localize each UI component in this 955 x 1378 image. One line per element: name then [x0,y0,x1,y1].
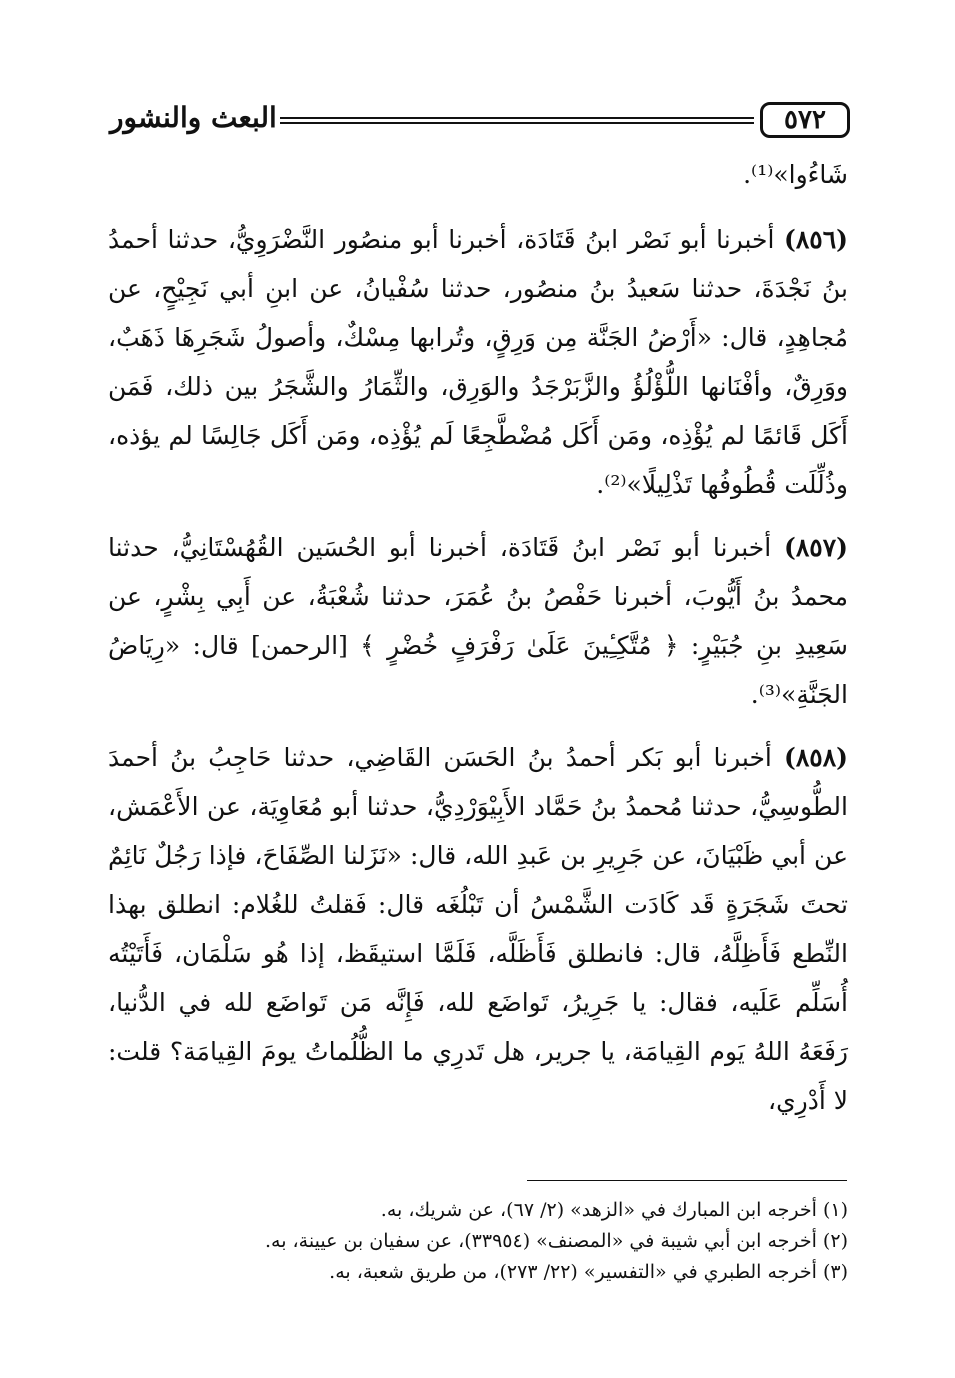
paragraph-text: شَاءُوا»⁽¹⁾. [743,160,848,189]
hadith-number: (٨٥٨) [784,743,848,772]
paragraph-text: أخبرنا أبو نَصْر ابنُ قَتَادَة، أخبرنا أبو الحُسَين القُهُسْتَانِيُّ، حدثنا محمدُ بنُ أَيُّوبَ، أخبرنا حَفْصُ بنُ عُمَرَ، حدثنا شُعْبَةُ، عن أَبِي بِشْرٍ، عن سَعِيدِ بنِ جُبَيْرٍ: ﴿ مُتَّكِـِٔينَ عَلَىٰ رَفْرَفٍ خُضْرٍ ﴾ [الرحمن] قال: «رِيَاضُ الجَنَّةِ»⁽³⁾. [108,533,848,709]
paragraph-text: أخبرنا أبو نَصْر ابنُ قَتَادَة، أخبرنا أبو منصُور النَّضْرَوِيُّ، حدثنا أحمدُ بنُ نَجْدَةَ، حدثنا سَعيدُ بنُ منصُور، حدثنا سُفْيانُ، عن ابنِ أبي نَجِيْحٍ، عن مُجاهِدٍ، قال: «أَرْضُ الجَنَّة مِن وَرِقٍ، وتُرابها مِسْكٌ، وأصولُ شَجَرِهَا ذَهَبٌ، ووَرِقٌ، وأفْنَانها اللُّؤْلُؤُ والزَّبَرْجَدُ والوَرِق، والثِّمَارُ والشَّجَرُ بين ذلك، فَمَن أَكَل قَائمًا لم يُؤْذِه، ومَن أَكَل مُضْطَّجِعًا لَم يُؤْذِه، ومَن أَكَل جَالِسًا لم يؤذه، وذُلِّلَت قُطُوفُها تَذْلِيلًا»⁽²⁾. [108,225,848,499]
running-title: البعث والنشور [110,101,277,134]
main-text [108,150,848,1139]
hadith-paragraph [108,733,848,1125]
footnote-separator [527,1180,847,1181]
hadith-number: (٨٥٧) [784,533,848,562]
page-header [110,96,850,144]
page-number: ٥٧٢ [760,102,850,138]
footnote-3: (٣) أخرجه الطبري في «التفسير» (٢٢/ ٢٧٣)، من طريق شعبة، به. [329,1261,848,1283]
footnotes [108,1195,848,1288]
hadith-paragraph [108,215,848,509]
footnote-2: (٢) أخرجه ابن أبي شيبة في «المصنف» (٣٣٩٥٤)، عن سفيان بن عيينة، به. [265,1230,848,1252]
header-rule [280,117,754,124]
hadith-paragraph [108,523,848,719]
footnote-1: (١) أخرجه ابن المبارك في «الزهد» (٢/ ٦٧)، عن شريك، به. [380,1199,848,1221]
paragraph-continuation [108,150,848,199]
hadith-number: (٨٥٦) [784,225,849,254]
paragraph-text: أخبرنا أبو بَكر أحمدُ بنُ الحَسَن القَاضِي، حدثنا حَاجِبُ بنُ أحمدَ الطُّوسِيُّ، حدثنا مُحمدُ بنُ حَمَّاد الأَبِيْوَرْدِيُّ، حدثنا أبو مُعَاوِيَة، عن الأَعْمَش، عن أبي ظَبْيَانَ، عن جَرِيرِ بن عَبدِ الله، قال: «نَزَلنا الصِّفَاحَ، فإذا رَجُلٌ نَائِمٌ تحتَ شَجَرَةٍ قَد كَادَت الشَّمْسُ أن تَبْلُغَه قال: فَقلتُ للغُلام: انطلق بهذا النِّطع فَأَظِلَّهُ، قال: فانطلق فَأَظَلَّه، فَلَمَّا استيقَظ، إذا هُو سَلْمَان، فَأَتَيْتُه أُسَلِّم عَلَيه، فقال: يا جَرِيرُ، تَواضَع لله، فَإِنَّه مَن تَواضَع لله في الدُّنيا، رَفَعَهُ اللهُ يَوم القِيامَة، يا جرير، هل تَدرِي ما الظُّلُماتُ يومَ القِيامَة؟ قلت: لا أَدْرِي، [108,743,848,1115]
